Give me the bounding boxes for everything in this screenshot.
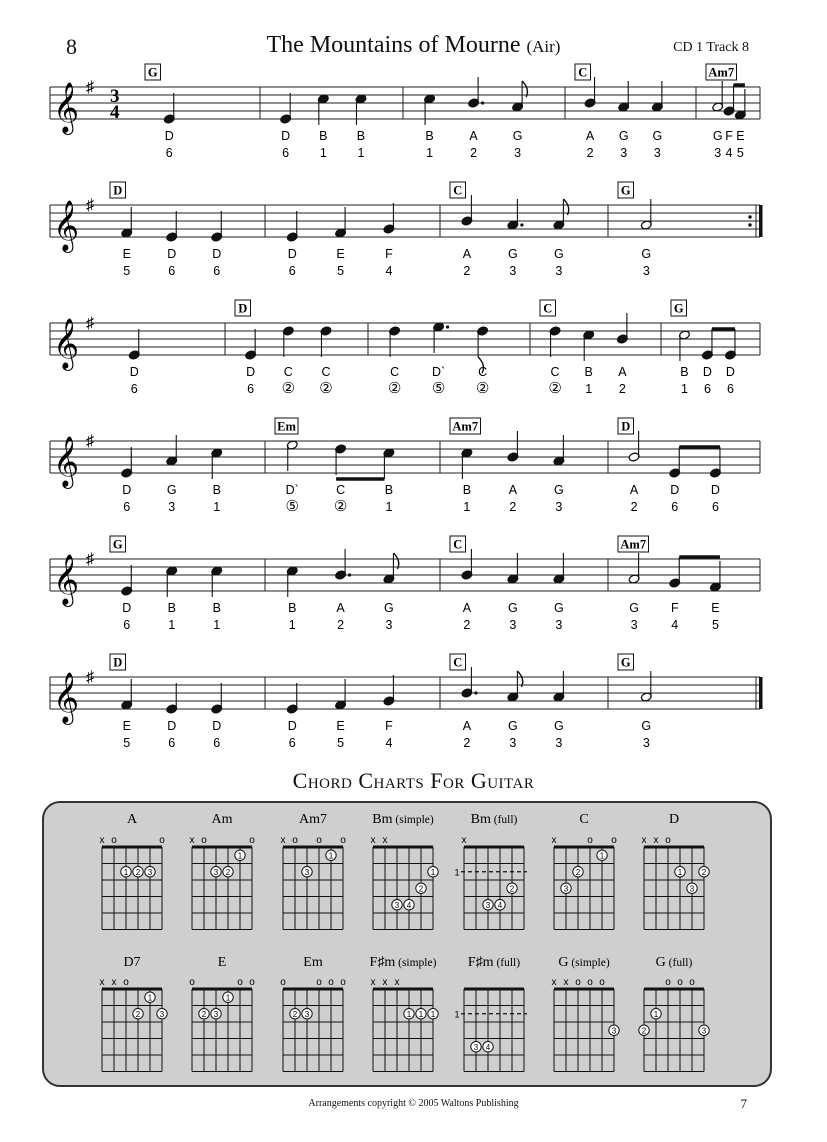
finger-number: 3 — [701, 1026, 707, 1036]
chord-symbol: G — [620, 655, 631, 670]
chord-chart — [281, 812, 347, 930]
note-letter: A — [462, 601, 472, 615]
note-letter: G — [384, 601, 394, 615]
fret-number: 6 — [671, 500, 679, 514]
chord-charts-heading: Chord Charts For Guitar — [292, 768, 535, 793]
note-letter: B — [319, 129, 328, 143]
fret-number: 2 — [463, 618, 471, 632]
chord-chart-qualifier: (simple) — [568, 957, 610, 969]
chord-chart-name: A — [126, 812, 138, 827]
fret-number: 3 — [168, 500, 176, 514]
open-string-mark: o — [316, 835, 322, 846]
open-string-mark: o — [340, 977, 346, 988]
muted-string-mark: x — [641, 835, 647, 846]
fret-number: ② — [333, 498, 348, 515]
key-signature-sharp: ♯ — [86, 551, 94, 568]
note-letter: D — [725, 365, 735, 379]
fret-number: 1 — [357, 146, 365, 160]
open-string-mark: o — [249, 977, 255, 988]
chord-chart — [642, 812, 710, 930]
muted-string-mark: x — [551, 835, 557, 846]
chord-symbol: G — [673, 301, 684, 316]
muted-string-mark: x — [370, 835, 376, 846]
open-string-mark: o — [159, 835, 165, 846]
finger-number: 3 — [147, 867, 153, 877]
fret-number: 6 — [165, 146, 173, 160]
fret-number: 6 — [282, 146, 290, 160]
note-letter: B — [680, 365, 689, 379]
muted-string-mark: x — [653, 835, 659, 846]
open-string-mark: o — [587, 835, 593, 846]
chord-chart-name: D — [668, 812, 680, 827]
note-letter: A — [508, 483, 518, 497]
chord-chart-name: F♯m (full) — [467, 955, 521, 970]
finger-number: 4 — [485, 1042, 491, 1052]
chord-symbol: C — [453, 655, 463, 670]
chord-chart-name: D7 — [123, 955, 141, 970]
chord-chart — [280, 955, 346, 1072]
note-letter: F — [670, 601, 679, 615]
fret-number: ② — [548, 380, 562, 397]
chord-chart — [189, 955, 255, 1072]
finger-number: 3 — [304, 867, 310, 877]
open-string-mark: o — [599, 977, 605, 988]
treble-clef: 𝄞 — [53, 83, 80, 132]
note-letter: D — [710, 483, 720, 497]
fret-number: 2 — [586, 146, 594, 160]
finger-number: 3 — [213, 1009, 219, 1019]
fret-number: 3 — [385, 618, 393, 632]
fret-number: 3 — [630, 618, 638, 632]
open-string-mark: o — [328, 977, 334, 988]
note-letter: B — [356, 129, 366, 143]
key-signature-sharp: ♯ — [86, 79, 94, 96]
note-letter: A — [462, 247, 472, 261]
open-string-mark: o — [611, 835, 617, 846]
note-letter: A — [462, 719, 472, 733]
note-letter: G — [712, 129, 723, 143]
fret-number: 5 — [711, 618, 719, 632]
muted-string-mark: x — [563, 977, 569, 988]
open-string-mark: o — [237, 977, 243, 988]
chord-symbol: D — [238, 301, 248, 316]
finger-number: 1 — [147, 993, 153, 1003]
note-letter: C — [336, 483, 346, 497]
note-letter: B — [462, 483, 472, 497]
note-letter: D — [702, 365, 712, 379]
song-title-text: The Mountains of Mourne — [266, 32, 521, 58]
page-number-top: 8 — [66, 34, 77, 59]
note-letter: B — [167, 601, 176, 615]
finger-number: 3 — [689, 884, 695, 894]
fret-number: 3 — [555, 618, 563, 632]
fret-number: 2 — [337, 618, 345, 632]
open-string-mark: o — [280, 977, 286, 988]
finger-number: 3 — [159, 1009, 165, 1019]
note-letter: A — [585, 129, 595, 143]
note-letter: D — [287, 719, 297, 733]
fret-number: ⑤ — [285, 498, 299, 515]
finger-number: 2 — [135, 1009, 141, 1019]
fret-number: 1 — [288, 618, 296, 632]
fret-number: 3 — [642, 264, 650, 278]
note-letter: D — [212, 247, 222, 261]
note-letter: E — [736, 129, 745, 143]
chord-chart-name: E — [217, 955, 227, 970]
note-letter: D — [287, 247, 297, 261]
finger-number: 2 — [418, 884, 424, 894]
treble-clef: 𝄞 — [53, 555, 80, 604]
finger-number: 1 — [677, 867, 683, 877]
open-string-mark: o — [340, 835, 346, 846]
chord-chart-qualifier: (full) — [493, 957, 521, 969]
fret-number: 6 — [703, 382, 711, 396]
copyright-footer: Arrangements copyright © 2005 Waltons Publishing — [308, 1098, 519, 1109]
fret-number: 2 — [509, 500, 517, 514]
chord-symbol: C — [453, 537, 463, 552]
note-letter: A — [469, 129, 478, 143]
fret-number: 1 — [319, 146, 327, 160]
finger-number: 3 — [473, 1042, 479, 1052]
chord-chart-qualifier: (full) — [490, 814, 518, 826]
fret-number: 5 — [337, 264, 345, 278]
note-letter: D — [167, 719, 177, 733]
fret-number: 3 — [555, 264, 563, 278]
note-letter: B — [384, 483, 394, 497]
chord-chart-name: Bm (full) — [470, 812, 518, 827]
fret-number: 3 — [509, 264, 517, 278]
note-letter: E — [336, 247, 345, 261]
note-letter: G — [618, 129, 629, 143]
open-string-mark: o — [292, 835, 298, 846]
muted-string-mark: x — [551, 977, 557, 988]
note-letter: G — [508, 601, 518, 615]
fret-number: 6 — [288, 264, 296, 278]
chord-symbol: C — [578, 65, 588, 80]
chord-symbol: G — [147, 65, 158, 80]
fret-number: 2 — [618, 382, 626, 396]
open-string-mark: o — [123, 977, 129, 988]
open-string-mark: o — [575, 977, 581, 988]
finger-number: 3 — [304, 1009, 310, 1019]
chord-chart-name: Am7 — [299, 812, 327, 827]
treble-clef: 𝄞 — [53, 673, 80, 722]
chord-chart — [454, 955, 527, 1072]
muted-string-mark: x — [280, 835, 286, 846]
open-string-mark: o — [189, 977, 195, 988]
note-letter: G — [641, 719, 652, 733]
fret-number: 5 — [736, 146, 744, 160]
finger-number: 1 — [430, 867, 436, 877]
note-letter: E — [122, 247, 131, 261]
chord-symbol: D — [621, 419, 631, 434]
page-number-bottom: 7 — [740, 1096, 747, 1111]
chord-chart — [100, 955, 168, 1072]
note-letter: G — [166, 483, 177, 497]
barre-label: 1 — [454, 867, 460, 878]
note-letter: D — [164, 129, 174, 143]
fret-number: 3 — [714, 146, 722, 160]
fret-number: 4 — [385, 264, 393, 278]
finger-number: 2 — [225, 867, 231, 877]
note-letter: D — [129, 365, 139, 379]
fret-number: 6 — [213, 736, 221, 750]
chord-chart — [454, 812, 527, 930]
note-letter: D — [122, 483, 132, 497]
note-letter: A — [336, 601, 345, 615]
fret-number: 5 — [123, 736, 131, 750]
finger-number: 1 — [328, 851, 334, 861]
note-letter: G — [554, 601, 564, 615]
fret-number: ② — [319, 380, 333, 397]
chord-chart — [552, 812, 618, 930]
chord-chart-qualifier: (simple) — [392, 814, 434, 826]
finger-number: 2 — [201, 1009, 207, 1019]
chord-chart — [639, 955, 709, 1072]
chord-chart-name: Em — [303, 955, 323, 970]
note-letter: B — [425, 129, 434, 143]
note-letter: D` — [431, 365, 446, 379]
muted-string-mark: x — [189, 835, 195, 846]
open-string-mark: o — [201, 835, 207, 846]
fret-number: 3 — [509, 618, 517, 632]
note-letter: G — [508, 247, 518, 261]
chord-chart-qualifier: (simple) — [395, 957, 437, 969]
finger-number: 1 — [653, 1009, 659, 1019]
note-letter: A — [618, 365, 627, 379]
muted-string-mark: x — [382, 835, 388, 846]
note-letter: C — [283, 365, 293, 379]
note-letter: B — [584, 365, 593, 379]
fret-number: 2 — [463, 736, 471, 750]
finger-number: 3 — [485, 900, 491, 910]
key-signature-sharp: ♯ — [86, 669, 94, 686]
fret-number: 6 — [123, 618, 131, 632]
fret-number: 1 — [168, 618, 176, 632]
barre-label: 1 — [454, 1009, 460, 1020]
muted-string-mark: x — [370, 977, 376, 988]
chord-symbol: C — [543, 301, 553, 316]
open-string-mark: o — [689, 977, 695, 988]
treble-clef: 𝄞 — [53, 437, 80, 486]
fret-number: 6 — [123, 500, 131, 514]
finger-number: 1 — [599, 851, 605, 861]
note-letter: G — [629, 601, 639, 615]
chord-chart-name: G (full) — [655, 955, 693, 970]
song-subtitle: (Air) — [526, 37, 561, 56]
finger-number: 2 — [292, 1009, 298, 1019]
fret-number: 6 — [711, 500, 719, 514]
open-string-mark: o — [111, 835, 117, 846]
finger-number: 2 — [575, 867, 581, 877]
fret-number: 2 — [463, 264, 471, 278]
fret-number: 4 — [725, 146, 733, 160]
chord-chart-name: Bm (simple) — [372, 812, 434, 827]
fret-number: 6 — [288, 736, 296, 750]
muted-string-mark: x — [99, 835, 105, 846]
time-signature-bottom: 4 — [110, 102, 120, 123]
note-letter: D — [246, 365, 256, 379]
finger-number: 3 — [611, 1026, 617, 1036]
finger-number: 1 — [225, 993, 231, 1003]
key-signature-sharp: ♯ — [86, 315, 94, 332]
chord-symbol: Em — [277, 419, 296, 434]
fret-number: 1 — [213, 618, 221, 632]
note-letter: C — [478, 365, 488, 379]
finger-number: 2 — [641, 1026, 647, 1036]
fret-number: 3 — [653, 146, 661, 160]
note-letter: G — [512, 129, 523, 143]
cd-track-label: CD 1 Track 8 — [673, 40, 749, 55]
fret-number: 4 — [671, 618, 679, 632]
chord-symbol: G — [112, 537, 123, 552]
note-letter: E — [122, 719, 131, 733]
fret-number: 1 — [385, 500, 393, 514]
fret-number: 6 — [168, 736, 176, 750]
fret-number: 3 — [555, 736, 563, 750]
fret-number: 1 — [463, 500, 471, 514]
fret-number: 6 — [247, 382, 255, 396]
chord-chart — [100, 812, 166, 930]
fret-number: 6 — [130, 382, 138, 396]
finger-number: 3 — [213, 867, 219, 877]
fret-number: 3 — [642, 736, 650, 750]
note-letter: G — [641, 247, 652, 261]
note-letter: F — [385, 247, 393, 261]
treble-clef: 𝄞 — [53, 201, 80, 250]
chord-symbol: G — [620, 183, 631, 198]
note-letter: C — [321, 365, 331, 379]
treble-clef: 𝄞 — [53, 319, 80, 368]
chord-symbol: D — [113, 183, 123, 198]
note-letter: B — [212, 483, 221, 497]
note-letter: E — [336, 719, 345, 733]
note-letter: G — [652, 129, 663, 143]
note-letter: B — [288, 601, 297, 615]
fret-number: 5 — [123, 264, 131, 278]
note-letter: E — [711, 601, 720, 615]
note-letter: F — [385, 719, 393, 733]
finger-number: 4 — [406, 900, 412, 910]
fret-number: 1 — [213, 500, 221, 514]
note-letter: G — [554, 483, 564, 497]
finger-number: 1 — [406, 1009, 412, 1019]
fret-number: 1 — [426, 146, 434, 160]
fret-number: 1 — [680, 382, 688, 396]
note-letter: B — [212, 601, 221, 615]
finger-number: 1 — [237, 851, 243, 861]
note-letter: G — [508, 719, 518, 733]
finger-number: 3 — [563, 884, 569, 894]
fret-number: ② — [387, 380, 402, 397]
muted-string-mark: x — [111, 977, 117, 988]
muted-string-mark: x — [461, 835, 467, 846]
chord-symbol: Am7 — [452, 419, 479, 434]
chord-chart-name: C — [579, 812, 589, 827]
finger-number: 2 — [135, 867, 141, 877]
note-letter: D — [167, 247, 177, 261]
chord-chart-name: F♯m (simple) — [369, 955, 437, 970]
note-letter: D — [670, 483, 680, 497]
note-letter: A — [629, 483, 639, 497]
fret-number: ② — [281, 380, 296, 397]
note-letter: C — [390, 365, 400, 379]
key-signature-sharp: ♯ — [86, 433, 94, 450]
fret-number: 6 — [168, 264, 176, 278]
chord-chart — [370, 955, 439, 1072]
fret-number: 6 — [726, 382, 734, 396]
fret-number: 3 — [514, 146, 522, 160]
chord-chart — [552, 955, 620, 1072]
finger-number: 4 — [497, 900, 503, 910]
note-letter: C — [550, 365, 560, 379]
chord-chart-name: G (simple) — [558, 955, 610, 970]
note-letter: G — [554, 719, 564, 733]
finger-number: 2 — [701, 867, 707, 877]
chord-chart-qualifier: (full) — [665, 957, 693, 969]
open-string-mark: o — [677, 977, 683, 988]
note-letter: D — [281, 129, 291, 143]
chord-chart-name: Am — [211, 812, 233, 827]
note-letter: D` — [285, 483, 299, 497]
chord-symbol: Am7 — [620, 537, 647, 552]
fret-number: ⑤ — [431, 380, 446, 397]
fret-number: 4 — [385, 736, 393, 750]
fret-number: 3 — [620, 146, 628, 160]
fret-number: 3 — [555, 500, 563, 514]
finger-number: 1 — [123, 867, 129, 877]
open-string-mark: o — [665, 977, 671, 988]
open-string-mark: o — [249, 835, 255, 846]
open-string-mark: o — [316, 977, 322, 988]
finger-number: 1 — [418, 1009, 424, 1019]
finger-number: 2 — [509, 884, 515, 894]
note-letter: F — [725, 129, 733, 143]
note-letter: D — [122, 601, 132, 615]
fret-number: 1 — [585, 382, 593, 396]
muted-string-mark: x — [394, 977, 400, 988]
fret-number: 3 — [509, 736, 517, 750]
finger-number: 1 — [430, 1009, 436, 1019]
fret-number: 5 — [337, 736, 345, 750]
chord-chart — [190, 812, 256, 930]
chord-chart — [371, 812, 439, 930]
open-string-mark: o — [587, 977, 593, 988]
muted-string-mark: x — [99, 977, 105, 988]
muted-string-mark: x — [382, 977, 388, 988]
finger-number: 3 — [394, 900, 400, 910]
key-signature-sharp: ♯ — [86, 197, 94, 214]
time-signature-top: 3 — [110, 86, 120, 107]
note-letter: D — [212, 719, 222, 733]
fret-number: 2 — [630, 500, 638, 514]
fret-number: 2 — [470, 146, 478, 160]
fret-number: ② — [475, 380, 490, 397]
chord-symbol: D — [113, 655, 123, 670]
fret-number: 6 — [213, 264, 221, 278]
chord-symbol: C — [453, 183, 463, 198]
chord-symbol: Am7 — [708, 65, 735, 80]
open-string-mark: o — [665, 835, 671, 846]
note-letter: G — [554, 247, 564, 261]
